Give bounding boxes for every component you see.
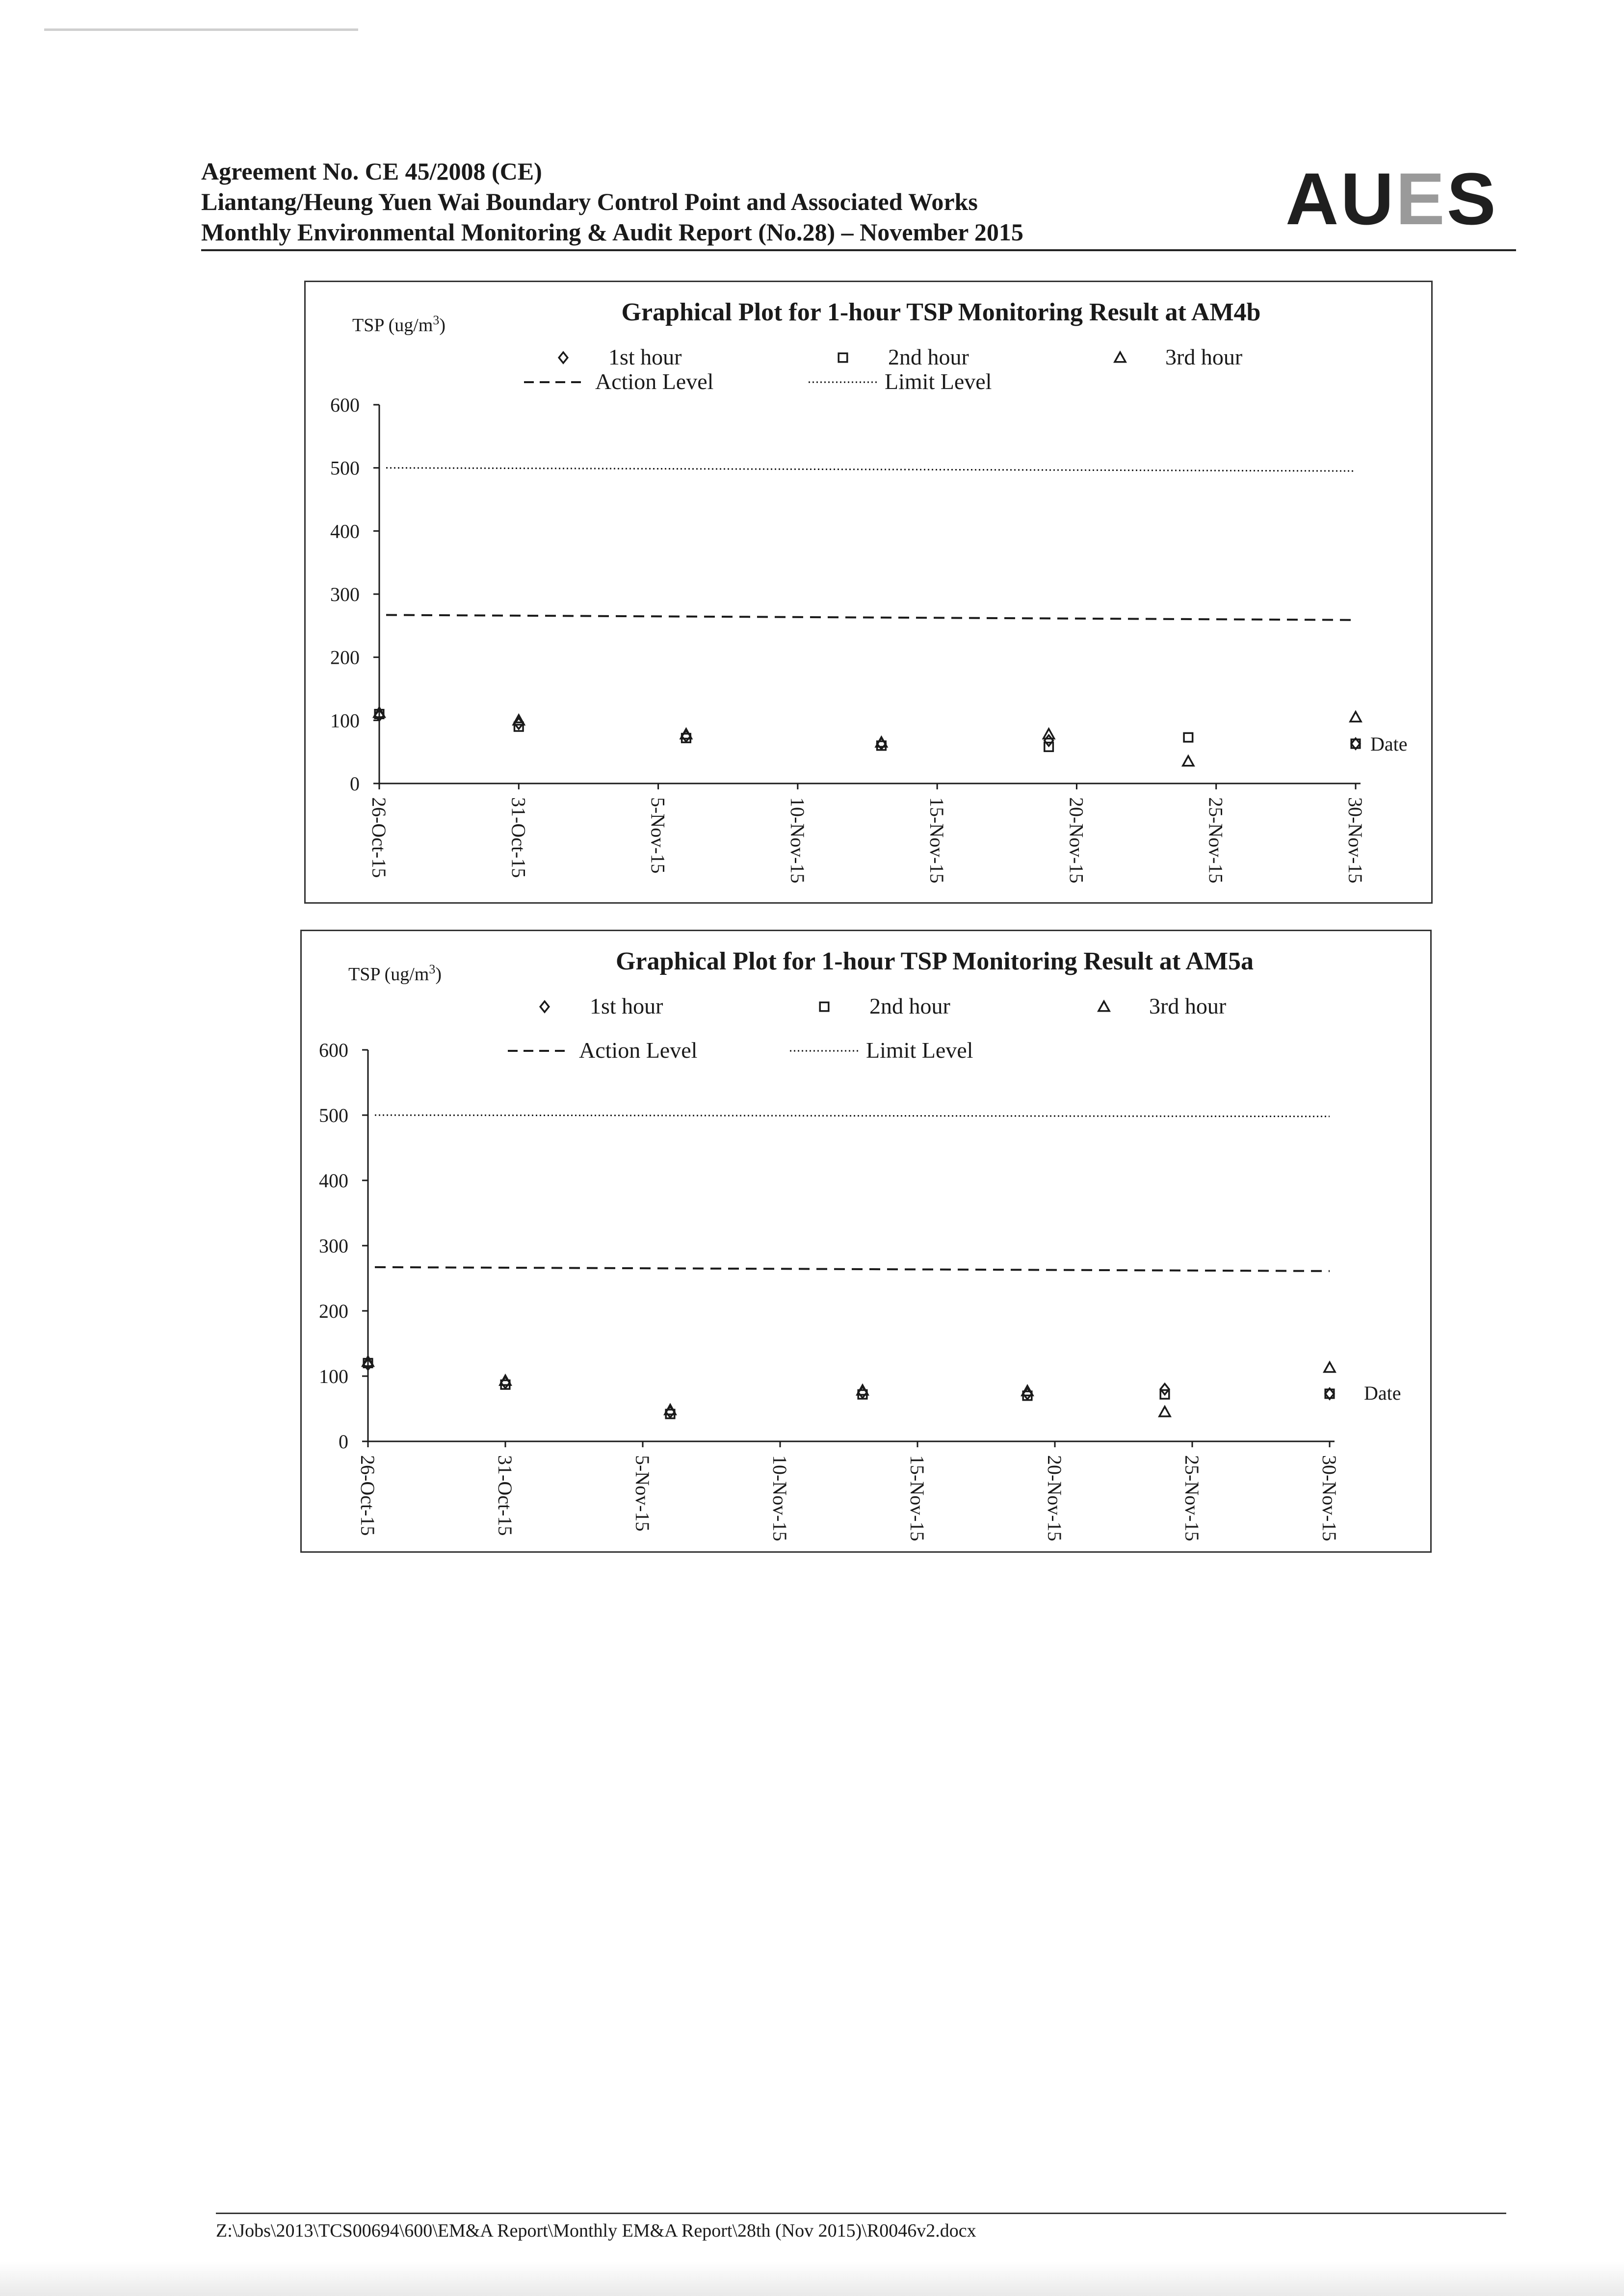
- am4b-legend-label-dashed: Action Level: [595, 369, 714, 394]
- header-rule: [201, 249, 1516, 251]
- chart-am4b-plot: [306, 282, 1431, 902]
- am4b-y-tick-label: 200: [330, 646, 360, 669]
- am4b-legend-label-dotted: Limit Level: [885, 369, 992, 394]
- am5a-point-diamond: [666, 1407, 675, 1417]
- am5a-x-tick-label: 31-Oct-15: [494, 1455, 516, 1536]
- am4b-y-tick-label: 600: [330, 394, 360, 416]
- am4b-legend-marker-triangle: [1115, 352, 1126, 362]
- am5a-x-axis-label: Date: [1364, 1382, 1401, 1404]
- am5a-y-tick-label: 600: [319, 1039, 348, 1061]
- am5a-legend-marker-square: [820, 1002, 829, 1011]
- logo-part-mid: E: [1395, 157, 1447, 240]
- am4b-point-diamond: [1045, 735, 1053, 746]
- report-title: Monthly Environmental Monitoring & Audit Report (No.28) – November 2015: [201, 218, 1023, 246]
- am4b-x-tick-label: 10-Nov-15: [786, 797, 809, 884]
- am5a-legend-marker-diamond: [540, 1001, 549, 1012]
- am5a-x-tick-label: 26-Oct-15: [357, 1455, 379, 1536]
- am4b-point-triangle: [1183, 756, 1194, 766]
- scan-artifact: [44, 28, 358, 31]
- am5a-point-triangle: [1324, 1362, 1335, 1372]
- am5a-legend-label-diamond: 1st hour: [590, 993, 663, 1018]
- aues-logo: [1285, 157, 1498, 240]
- am5a-legend-label-square: 2nd hour: [869, 993, 950, 1018]
- am4b-point-square: [1351, 739, 1360, 748]
- am5a-action-level-line: [375, 1267, 1330, 1271]
- am5a-x-tick-label: 20-Nov-15: [1044, 1455, 1066, 1541]
- am4b-legend-item-triangle: [1115, 344, 1242, 369]
- am4b-x-tick-label: 5-Nov-15: [647, 797, 669, 874]
- am5a-y-tick-label: 300: [319, 1235, 348, 1257]
- am4b-legend-item-dashed: [524, 369, 713, 394]
- am4b-x-tick-label: 15-Nov-15: [926, 797, 948, 884]
- am4b-action-level-line: [386, 615, 1356, 620]
- am5a-title: Graphical Plot for 1-hour TSP Monitoring Result at AM5a: [615, 947, 1254, 975]
- am4b-y-tick-label: 500: [330, 457, 360, 479]
- am5a-legend-label-dotted: Limit Level: [866, 1038, 973, 1063]
- scan-artifact-bottom: [0, 2262, 1624, 2296]
- am4b-legend-label-square: 2nd hour: [888, 344, 969, 369]
- am5a-point-triangle: [1159, 1407, 1170, 1416]
- am5a-legend-item-triangle: [1099, 993, 1226, 1018]
- am4b-limit-level-line: [386, 468, 1356, 471]
- am4b-point-square: [1184, 733, 1193, 742]
- am4b-point-triangle: [1044, 729, 1054, 739]
- am5a-x-tick-label: 30-Nov-15: [1318, 1455, 1340, 1541]
- am5a-legend-label-triangle: 3rd hour: [1149, 993, 1227, 1018]
- logo-part-right: S: [1446, 157, 1498, 240]
- am4b-legend-label-triangle: 3rd hour: [1165, 344, 1243, 369]
- am4b-x-tick-label: 25-Nov-15: [1205, 797, 1227, 884]
- am5a-legend-marker-triangle: [1099, 1001, 1109, 1011]
- am5a-y-tick-label: 400: [319, 1170, 348, 1192]
- am5a-point-diamond: [1160, 1384, 1169, 1395]
- am5a-y-tick-label: 200: [319, 1300, 348, 1322]
- am4b-y-tick-label: 100: [330, 709, 360, 732]
- am5a-point-diamond: [501, 1377, 510, 1388]
- am4b-legend-item-diamond: [559, 344, 681, 369]
- am4b-x-tick-label: 20-Nov-15: [1065, 797, 1088, 884]
- am4b-point-diamond: [682, 731, 691, 742]
- chart-am5a: [300, 930, 1432, 1553]
- am5a-x-tick-label: 15-Nov-15: [906, 1455, 928, 1541]
- am4b-y-tick-label: 400: [330, 520, 360, 543]
- am4b-legend-item-square: [838, 344, 969, 369]
- am4b-point-triangle: [513, 715, 524, 725]
- am4b-legend-item-dotted: [809, 369, 992, 394]
- am4b-title: Graphical Plot for 1-hour TSP Monitoring Result at AM4b: [621, 298, 1261, 326]
- am5a-legend: [508, 993, 1226, 1063]
- am5a-legend-item-square: [820, 993, 950, 1018]
- am4b-legend-label-diamond: 1st hour: [608, 344, 682, 369]
- am4b-x-tick-label: 26-Oct-15: [368, 797, 390, 878]
- am5a-point-diamond: [858, 1387, 867, 1398]
- chart-am4b: [304, 281, 1433, 904]
- am5a-point-square: [1325, 1389, 1334, 1398]
- am5a-legend-item-dotted: [790, 1038, 973, 1063]
- am5a-y-tick-label: 0: [339, 1431, 348, 1453]
- am5a-y-tick-label: 500: [319, 1104, 348, 1126]
- am5a-data-points: [363, 1357, 1335, 1418]
- footer: [216, 2213, 1506, 2242]
- am5a-legend-label-dashed: Action Level: [579, 1038, 698, 1063]
- am4b-y-tick-label: 0: [350, 773, 360, 795]
- am4b-legend: [524, 344, 1242, 394]
- am5a-x-tick-label: 25-Nov-15: [1181, 1455, 1203, 1541]
- am4b-point-triangle: [1350, 712, 1361, 722]
- am5a-y-axis-label: TSP $(ug/m^3)$: [348, 962, 442, 985]
- file-path: Z:\Jobs\2013\TCS00694\600\EM&A Report\Monthly EM&A Report\28th (Nov 2015)\R0046v2.docx: [216, 2220, 976, 2241]
- am5a-legend-item-diamond: [540, 993, 663, 1018]
- am5a-legend-item-dashed: [508, 1038, 697, 1063]
- am4b-legend-marker-diamond: [559, 352, 568, 363]
- chart-am5a-plot: [302, 931, 1430, 1551]
- am4b-y-tick-label: 300: [330, 583, 360, 605]
- logo-part-left: AU: [1285, 157, 1396, 240]
- am5a-y-tick-label: 100: [319, 1365, 348, 1387]
- am4b-x-tick-label: 30-Nov-15: [1344, 797, 1366, 884]
- am5a-x-tick-label: 5-Nov-15: [631, 1455, 654, 1532]
- am4b-x-tick-label: 31-Oct-15: [507, 797, 530, 878]
- agreement-number: Agreement No. CE 45/2008 (CE): [201, 157, 542, 185]
- am5a-limit-level-line: [375, 1115, 1330, 1117]
- project-title: Liantang/Heung Yuen Wai Boundary Control Point and Associated Works: [201, 188, 978, 215]
- am4b-x-axis-label: Date: [1370, 733, 1408, 755]
- am5a-x-tick-label: 10-Nov-15: [769, 1455, 791, 1541]
- am4b-y-axis-label: TSP $(ug/m^3)$: [352, 313, 445, 336]
- footer-rule: [216, 2213, 1506, 2214]
- am4b-data-points: [374, 707, 1361, 766]
- am4b-legend-marker-square: [838, 353, 847, 362]
